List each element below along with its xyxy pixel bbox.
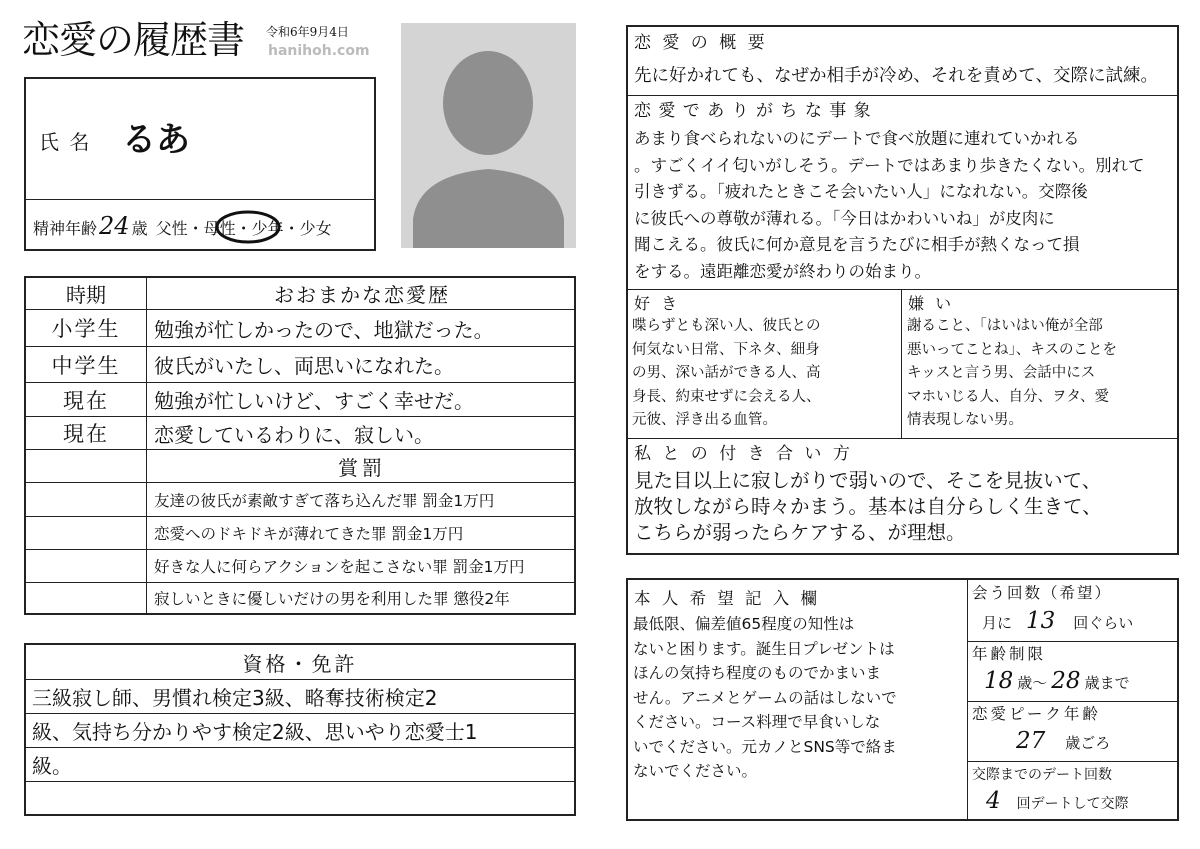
trait-girl: 少女 (299, 219, 332, 238)
likes-line: の男、深い話ができる人、高 (632, 365, 821, 381)
age-limit-suffix: 歳まで (1084, 674, 1130, 692)
trait-separator: ・ (235, 219, 252, 238)
trait-separator: ・ (283, 219, 300, 238)
trait-boy: 少年 (251, 219, 284, 238)
section-divider (628, 95, 1177, 96)
award-item: 好きな人に何らアクションを起こさない罪 罰金1万円 (154, 558, 525, 576)
age-limit-min: 18 (984, 668, 1014, 694)
section-divider (628, 289, 1177, 290)
peak-age-suffix: 歳ごろ (1065, 734, 1111, 752)
requests-label: 本 人 希 望 記 入 欄 (634, 589, 820, 608)
selection-circle-icon (212, 207, 284, 247)
age-limit-max: 28 (1051, 668, 1081, 694)
history-text: 勉強が忙しいけど、すごく幸せだ。 (154, 389, 474, 413)
section-divider (628, 438, 1177, 439)
history-text: 恋愛しているわりに、寂しい。 (154, 422, 434, 447)
avatar (401, 23, 576, 248)
likes-dislikes-divider (901, 289, 902, 438)
history-period: 小学生 (51, 317, 121, 341)
awards-header: 賞罰 (338, 455, 386, 480)
dates-before-suffix: 回デートして交際 (1016, 796, 1129, 812)
common-event-line: に彼氏への尊敬が薄れる。「今日はかわいいね」が皮肉に (634, 208, 1055, 228)
dating-style-line: 放牧しながら時々かまう。基本は自分らしく生きて、 (634, 495, 1102, 518)
dislikes-label: 嫌 い (908, 294, 955, 313)
dates-before-row (986, 788, 1129, 818)
issue-date: 令和6年9月4日 (266, 25, 349, 39)
likes-text (632, 315, 898, 437)
license-line: 級。 (32, 754, 72, 778)
award-item: 恋愛へのドキドキが薄れてきた罪 罰金1万円 (154, 525, 464, 543)
meet-frequency-value: 13 (1026, 608, 1056, 634)
likes-line: 元彼、浮き出る血管。 (632, 412, 777, 428)
license-line: 三級寂し師、男慣れ検定3級、略奪技術検定2 (32, 686, 438, 710)
licenses-table (24, 643, 576, 816)
column-header-period: 時期 (66, 283, 106, 307)
age-prefix: 精神年齢 (33, 219, 98, 238)
dating-style-text (634, 468, 1176, 552)
meet-suffix: 回ぐらい (1073, 614, 1134, 632)
common-event-line: をする。遠距離恋愛が終わりの始まり。 (634, 261, 931, 281)
dislikes-line: 悪いってことね」、キスのことを (907, 341, 1117, 358)
meet-frequency-label: 会う回数（希望） (972, 584, 1113, 602)
common-event-line: あまり食べられないのにデートで食べ放題に連れていかれる (634, 129, 1080, 148)
likes-line: 身長、約束せずに会える人、 (632, 388, 821, 405)
profile-box (24, 77, 376, 251)
license-line (32, 782, 572, 814)
requests-line: ほんの気持ち程度のものでかまいま (633, 664, 882, 682)
requests-line: いでください。元カノとSNS等で絡ま (633, 737, 897, 756)
dating-style-line: 見た目以上に寂しがりで弱いので、そこを見抜いて、 (634, 469, 1102, 492)
requests-line: 最低限、偏差値65程度の知性は (633, 615, 855, 633)
person-silhouette-icon (401, 23, 576, 248)
dislikes-line: 情表現しない男。 (907, 412, 1023, 428)
stats-divider (968, 701, 1177, 702)
age-suffix: 歳 (131, 219, 148, 238)
history-table (24, 276, 576, 615)
dating-style-line: こちらが弱ったらケアする、が理想。 (634, 521, 966, 544)
spiritual-age-row (33, 212, 332, 240)
dislikes-line: キッスと言う男、会話中にス (907, 365, 1096, 381)
dislikes-text (907, 315, 1175, 437)
likes-label: 好 き (634, 294, 681, 313)
trait-separator: ・ (187, 219, 204, 238)
page-title: 恋愛の履歴書 (22, 18, 245, 62)
dates-before-label: 交際までのデート回数 (972, 767, 1112, 783)
overview-label: 恋 愛 の 概 要 (634, 33, 768, 53)
requests-text (633, 612, 965, 792)
stats-divider (968, 761, 1177, 762)
person-name: るあ (122, 120, 190, 160)
dislikes-line: マホいじる人、自分、ヲタ、愛 (907, 388, 1109, 405)
common-event-line: 引きずる。「疲れたときこそ会いたい人」になれない。交際後 (634, 182, 1088, 201)
spiritual-age-value: 24 (99, 212, 130, 240)
likes-line: 喋らずとも深い人、彼氏との (632, 318, 821, 334)
history-period: 中学生 (51, 353, 121, 378)
award-item: 寂しいときに優しいだけの男を利用した罪 懲役2年 (154, 590, 510, 608)
history-text: 勉強が忙しかったので、地獄だった。 (154, 317, 494, 342)
dating-style-label: 私 と の 付 き 合 い 方 (634, 444, 853, 464)
divider (26, 199, 374, 200)
column-header-history: おおまかな恋愛歴 (274, 283, 450, 307)
requests-line: ください。コース料理で早食いしな (633, 713, 881, 731)
requests-line: ないと困ります。誕生日プレゼントは (633, 639, 895, 658)
stats-column (967, 580, 1177, 819)
history-period: 現在 (63, 388, 109, 413)
history-period: 現在 (63, 422, 109, 446)
peak-age-value: 27 (1016, 728, 1046, 754)
license-line: 級、気持ち分かりやす検定2級、思いやり恋愛士1 (32, 720, 478, 744)
common-events-text (634, 126, 1176, 284)
meet-frequency-row (982, 608, 1133, 638)
history-text: 彼氏がいたし、両思いになれた。 (154, 354, 454, 378)
right-panel (626, 25, 1179, 555)
trait-father: 父性 (155, 219, 188, 238)
licenses-header: 資格・免許 (242, 651, 358, 676)
column-divider (146, 278, 147, 613)
award-item: 友達の彼氏が素敵すぎて落ち込んだ罪 罰金1万円 (154, 491, 495, 510)
stats-divider (968, 641, 1177, 642)
age-limit-label: 年齢制限 (972, 645, 1047, 663)
name-label: 氏 名 (39, 130, 92, 154)
site-name: hanihoh.com (268, 43, 370, 59)
likes-line: 何気ない日常、下ネタ、細身 (632, 341, 820, 358)
requests-line: せん。アニメとゲームの話はしないで (633, 688, 897, 707)
common-events-label: 恋 愛 で あ り が ち な 事 象 (634, 101, 872, 121)
common-event-line: 。すごくイイ匂いがしそう。デートではあまり歩きたくない。別れて (634, 155, 1145, 175)
peak-age-row (1016, 728, 1110, 758)
overview-text: 先に好かれても、なぜか相手が冷め、それを責めて、交際に試練。 (634, 65, 1158, 86)
peak-age-label: 恋愛ピーク年齢 (972, 705, 1101, 723)
age-limit-row (984, 668, 1130, 698)
age-limit-mid: 歳〜 (1017, 674, 1048, 692)
requests-panel (626, 578, 1179, 821)
meet-prefix: 月に (982, 614, 1013, 632)
common-event-line: 聞こえる。彼氏に何か意見を言うたびに相手が熱くなって損 (634, 235, 1080, 254)
requests-line: ないでください。 (633, 762, 758, 780)
trait-mother-selected: 母性 (203, 219, 236, 238)
dates-before-value: 4 (986, 788, 1001, 814)
dislikes-line: 謝ること、「はいはい俺が全部 (907, 318, 1103, 334)
